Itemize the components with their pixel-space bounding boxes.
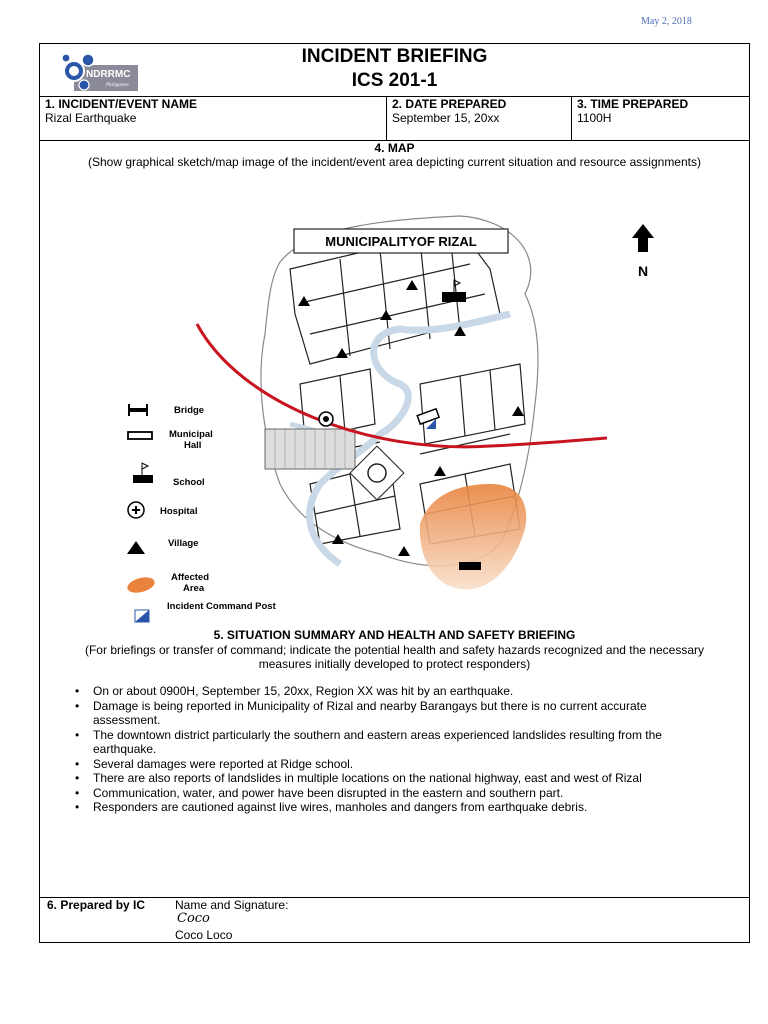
date-prepared-label: 2. DATE PREPARED xyxy=(392,97,507,111)
incident-name-cell xyxy=(40,96,386,141)
legend-school: School xyxy=(173,477,205,488)
legend-hall-2: Hall xyxy=(184,440,202,451)
legend-affected-1: Affected xyxy=(171,572,210,583)
school-marker xyxy=(442,292,466,302)
incident-name-label: 1. INCIDENT/EVENT NAME xyxy=(45,97,198,111)
school-marker-2 xyxy=(459,562,481,570)
legend-village: Village xyxy=(168,538,199,549)
logo-subtext: Philippines xyxy=(106,83,129,88)
summary-instruction-1: (For briefings or transfer of command; indicate the potential health and safety hazards recognized and the necessary xyxy=(84,643,704,657)
list-item: • Responders are cautioned against live wires, manholes and dangers from earthquake debris. xyxy=(75,800,715,815)
name-signature-label: Name and Signature: xyxy=(175,898,289,912)
list-item: • The downtown district particularly the southern and eastern areas experienced landslides resulting from the earthquake. xyxy=(75,728,715,757)
date-prepared-cell xyxy=(387,96,571,141)
form-title: INCIDENT BRIEFING xyxy=(301,46,488,67)
incident-briefing-form xyxy=(39,43,750,943)
list-item: • Communication, water, and power have been disrupted in the eastern and southern part. xyxy=(75,786,715,801)
summary-heading: 5. SITUATION SUMMARY AND HEALTH AND SAFETY BRIEFING xyxy=(213,628,576,642)
map-legend xyxy=(126,404,277,622)
map-instruction: (Show graphical sketch/map image of the incident/event area depicting current situation and resource assignments) xyxy=(87,155,701,169)
preparer-name: Coco Loco xyxy=(175,928,233,942)
prepared-by-label: 6. Prepared by IC xyxy=(47,898,146,912)
time-prepared-cell xyxy=(572,96,749,141)
logo-text: NDRRMC xyxy=(86,69,131,80)
time-prepared-label: 3. TIME PREPARED xyxy=(577,97,689,111)
map-heading: 4. MAP xyxy=(374,141,415,155)
time-prepared-value: 1100H xyxy=(577,111,612,125)
summary-instruction-2: measures initially developed to protect responders) xyxy=(258,657,531,671)
list-item: • Damage is being reported in Municipality of Rizal and nearby Barangays but there is no current accurate assessment. xyxy=(75,699,715,728)
list-item: • Several damages were reported at Ridge school. xyxy=(75,757,715,772)
list-item: • There are also reports of landslides in multiple locations on the national highway, east and west of Rizal xyxy=(75,771,715,786)
document-date: May 2, 2018 xyxy=(641,16,692,27)
legend-hospital: Hospital xyxy=(160,506,198,517)
form-header xyxy=(40,44,749,97)
situation-list xyxy=(75,684,715,815)
legend-bridge: Bridge xyxy=(174,405,205,416)
form-code: ICS 201-1 xyxy=(351,70,438,91)
list-item: • On or about 0900H, September 15, 20xx, Region XX was hit by an earthquake. xyxy=(75,684,715,699)
north-arrow-icon xyxy=(632,224,654,252)
map-title: MUNICIPALITYOF RIZAL xyxy=(325,234,477,249)
incident-name-value: Rizal Earthquake xyxy=(45,111,137,125)
signature: Coco xyxy=(177,911,210,926)
date-prepared-value: September 15, 20xx xyxy=(392,111,500,125)
rizal-map xyxy=(40,184,749,634)
legend-command-post: Incident Command Post xyxy=(167,601,276,612)
north-label: N xyxy=(637,263,649,279)
legend-affected-2: Area xyxy=(183,583,205,594)
hatched-area xyxy=(265,429,355,469)
legend-hall-1: Municipal xyxy=(169,429,213,440)
